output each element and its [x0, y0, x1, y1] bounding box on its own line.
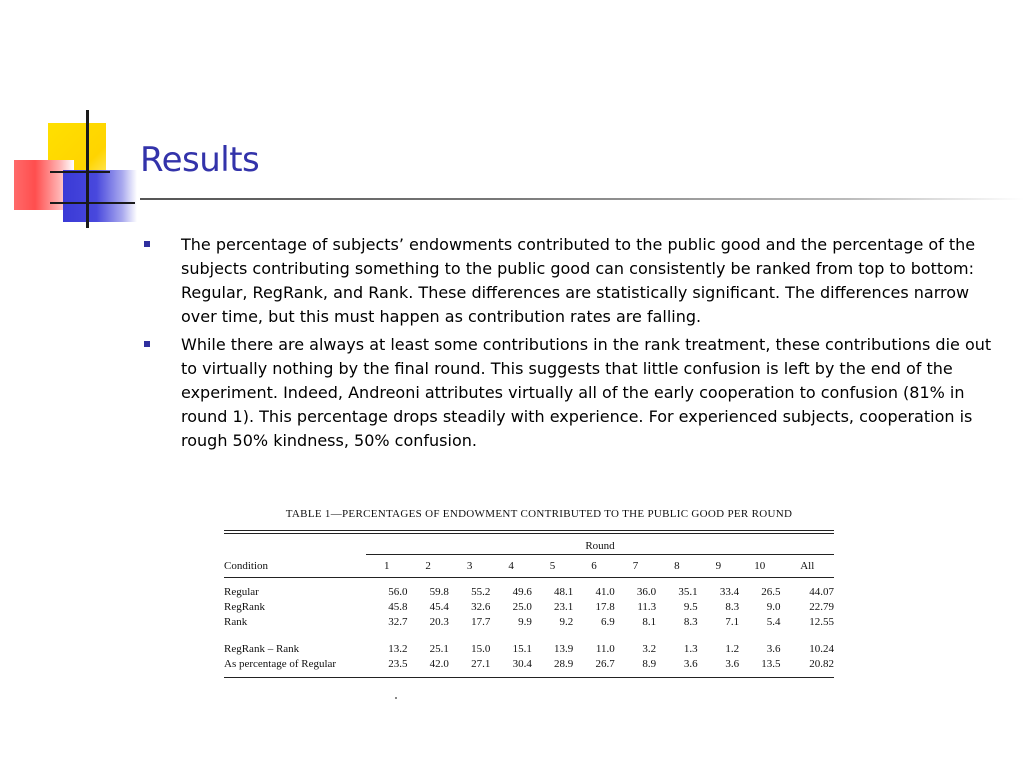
table-cell: 11.3 [637, 600, 657, 613]
table-cell: 36.0 [636, 585, 657, 598]
table-cell: 32.7 [388, 615, 408, 628]
column-header-row [224, 555, 834, 578]
table-row [224, 578, 834, 600]
table-cell: 55.2 [471, 585, 491, 598]
results-table-figure [224, 508, 834, 678]
title-divider [140, 198, 1024, 200]
table-cell: 20.82 [809, 657, 834, 670]
table-cell: 59.8 [429, 585, 449, 598]
empty-cell [224, 538, 366, 555]
table-cell: 15.1 [512, 642, 532, 655]
table-cell: 33.4 [719, 585, 740, 598]
row-spacer [224, 629, 834, 641]
round-label: Round [366, 538, 834, 555]
bullet-item [144, 333, 1004, 453]
round-column-header: 10 [739, 555, 780, 578]
table-cell: 25.0 [512, 600, 532, 613]
table-cell: 5.4 [766, 615, 781, 628]
table-top-rule [224, 530, 834, 534]
table-cell: 35.1 [678, 585, 698, 598]
table-cell: 12.55 [809, 615, 834, 628]
round-column-header: All [781, 555, 834, 578]
table-cell: 3.2 [642, 642, 657, 655]
table-cell: 45.8 [388, 600, 408, 613]
round-column-header: 2 [407, 555, 448, 578]
row-label: Rank [224, 615, 248, 628]
table-cell: 32.6 [471, 600, 491, 613]
table-cell: 8.3 [683, 615, 698, 628]
horizontal-line-decoration [50, 171, 110, 173]
spacer-cell [224, 629, 834, 641]
table-cell: 45.4 [429, 600, 449, 613]
table-cell: 48.1 [554, 585, 574, 598]
table-cell: 3.6 [725, 657, 740, 670]
bullet-list [144, 233, 1004, 457]
table-row [224, 614, 834, 629]
table-cell: 10.24 [809, 642, 834, 655]
table-cell: 15.0 [471, 642, 491, 655]
table-cell: 9.2 [559, 615, 574, 628]
table-cell: 26.7 [595, 657, 615, 670]
table-cell: 25.1 [429, 642, 449, 655]
table-cell: 3.6 [766, 642, 781, 655]
table-cell: 8.3 [725, 600, 740, 613]
round-column-header: 5 [532, 555, 573, 578]
table-cell: 17.8 [595, 600, 615, 613]
row-label: As percentage of Regular [224, 657, 337, 670]
table-row [224, 599, 834, 614]
table-cell: 9.0 [766, 600, 781, 613]
round-column-header: 4 [490, 555, 531, 578]
table-caption: TABLE 1—PERCENTAGES OF ENDOWMENT CONTRIBUTED TO THE PUBLIC GOOD PER ROUND [285, 508, 793, 520]
vertical-line-decoration [86, 110, 89, 228]
condition-header: Condition [224, 555, 366, 578]
row-label: RegRank [224, 600, 265, 613]
square-bullet-icon [144, 341, 150, 347]
row-label: RegRank – Rank [224, 642, 300, 655]
table-cell: 30.4 [512, 657, 532, 670]
bullet-text: The percentage of subjects’ endowments contributed to the public good and the percentage of the subjects contributing something to the public good can consistently be ranked from top to bottom: Regular, RegRank, and Rank. These differences are statistically significant. The differences narrow over time, but this must happen as contribution rates are falling. [181, 235, 976, 326]
table-cell: 28.9 [554, 657, 574, 670]
stray-mark-decoration [395, 697, 397, 699]
round-column-header: 8 [656, 555, 697, 578]
table-cell: 56.0 [388, 585, 408, 598]
table-cell: 49.6 [512, 585, 532, 598]
round-column-header: 7 [615, 555, 656, 578]
bullet-text: While there are always at least some contributions in the rank treatment, these contributions die out to virtually nothing by the final round. This suggests that little confusion is left by the end of the experiment. Indeed, Andreoni attributes virtually all of the early cooperation to confusion (81% in round 1). This percentage drops steadily with experience. For experienced subjects, cooperation is rough 50% kindness, 50% confusion. [181, 335, 992, 450]
table-cell: 23.5 [388, 657, 408, 670]
table-cell: 9.5 [683, 600, 698, 613]
table-row [224, 656, 834, 671]
table-cell: 11.0 [595, 642, 615, 655]
square-bullet-icon [144, 241, 150, 247]
slide-title: Results [140, 140, 260, 180]
table-cell: 23.1 [554, 600, 574, 613]
table-cell: 20.3 [429, 615, 449, 628]
table-cell: 1.3 [683, 642, 698, 655]
table-cell: 7.1 [725, 615, 740, 628]
table-cell: 3.6 [683, 657, 698, 670]
table-cell: 26.5 [761, 585, 781, 598]
results-table [224, 538, 834, 671]
round-header-row [224, 538, 834, 555]
round-column-header: 1 [366, 555, 407, 578]
horizontal-line-decoration [50, 202, 135, 204]
table-row [224, 641, 834, 656]
table-cell: 9.9 [518, 615, 532, 628]
table-cell: 8.1 [642, 615, 657, 628]
table-cell: 22.79 [809, 600, 834, 613]
slide-logo-decoration [0, 0, 140, 240]
bullet-item [144, 233, 1004, 329]
table-cell: 6.9 [600, 615, 615, 628]
table-cell: 8.9 [642, 657, 657, 670]
table-cell: 13.9 [554, 642, 574, 655]
table-bottom-rule [224, 677, 834, 678]
table-cell: 1.2 [725, 642, 740, 655]
table-cell: 17.7 [471, 615, 491, 628]
round-column-header: 3 [449, 555, 490, 578]
table-cell: 27.1 [471, 657, 491, 670]
table-cell: 13.2 [388, 642, 408, 655]
row-label: Regular [224, 585, 259, 598]
table-cell: 41.0 [595, 585, 615, 598]
round-column-header: 6 [573, 555, 614, 578]
round-column-header: 9 [698, 555, 739, 578]
blue-square-decoration [63, 170, 137, 222]
table-cell: 13.5 [761, 657, 781, 670]
table-cell: 42.0 [429, 657, 449, 670]
table-cell: 44.07 [809, 585, 834, 598]
